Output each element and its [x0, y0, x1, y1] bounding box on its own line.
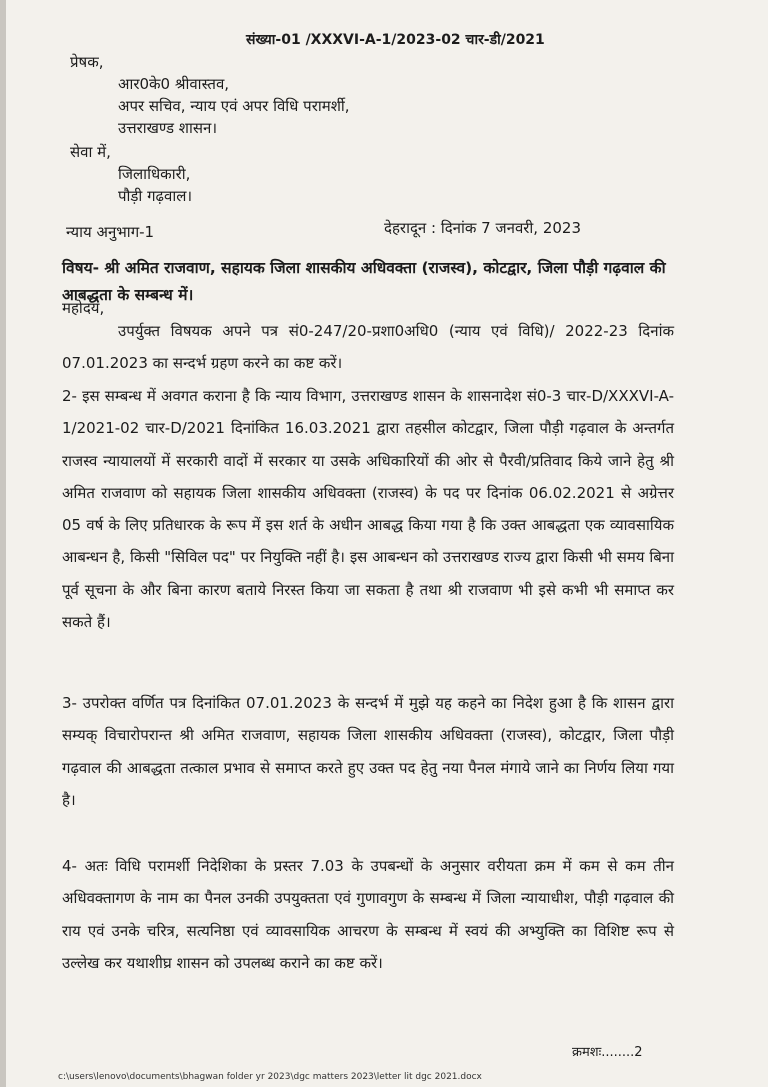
sender-designation: अपर सचिव, न्याय एवं अपर विधि परामर्शी, [118, 97, 350, 115]
paragraph-2: 2- इस सम्बन्ध में अवगत कराना है कि न्याय विभाग, उत्तराखण्ड शासन के शासनादेश सं0-3 चार-D/XXXVI-A-1/2021-02 चार-D/2021 दिनांकित 16.03.2021 द्वारा तहसील कोटद्वार, जिला पौड़ी गढ़वाल के अन्तर्गत राजस्व न्यायालयों में सरकारी वादों में सरकार या उसके अधिकारियों की ओर से पैरवी/प्रतिवाद किये जाने हेतु श्री अमित राजवाण को सहायक जिला शासकीय अधिवक्ता (राजस्व) के पद पर दिनांक 06.02.2021 से अग्रेत्तर 05 वर्ष के लिए प्रतिधारक के रूप में इस शर्त के अधीन आबद्ध किया गया है कि उक्त आबद्धता एक व्यावसायिक आबन्धन है, किसी "सिविल पद" पर नियुक्ति नहीं है। इस आबन्धन को उत्तराखण्ड राज्य द्वारा किसी भी समय बिना पूर्व सूचना के और बिना कारण बताये निरस्त किया जा सकता है तथा श्री राजवाण भी इसे कभी भी समाप्त कर सकते हैं। [62, 387, 674, 632]
subject-line: विषय- श्री अमित राजवाण, सहायक जिला शासकीय अधिवक्ता (राजस्व), कोटद्वार, जिला पौड़ी गढ़वाल की आबद्धता के सम्बन्ध में। [62, 259, 666, 304]
reference-number: संख्या-01 /XXXVI-A-1/2023-02 चार-डी/2021 [246, 32, 545, 48]
place-date: देहरादून : दिनांक 7 जनवरी, 2023 [384, 219, 582, 237]
paragraph-4: 4- अतः विधि परामर्शी निदेशिका के प्रस्तर 7.03 के उपबन्धों के अनुसार वरीयता क्रम में कम से कम तीन अधिवक्तागण के नाम का पैनल उनकी उपयुक्तता एवं गुणावगुण के सम्बन्ध में जिला न्यायाधीश, पौड़ी गढ़वाल की राय एवं उनके चरित्र, सत्यनिष्ठा एवं व्यावसायिक आचरण के सम्बन्ध में स्वयं की अभ्युक्ति का विशिष्ट रूप से उल्लेख कर यथाशीघ्र शासन को उपलब्ध कराने का कष्ट करें। [62, 857, 674, 972]
sender-label: प्रेषक, [70, 53, 104, 71]
paragraph-3: 3- उपरोक्त वर्णित पत्र दिनांकित 07.01.2023 के सन्दर्भ में मुझे यह कहने का निदेश हुआ है कि शासन द्वारा सम्यक् विचारोपरान्त श्री अमित राजवाण, सहायक जिला शासकीय अधिवक्ता (राजस्व), कोटद्वार, जिला पौड़ी गढ़वाल की आबद्धता तत्काल प्रभाव से समाप्त करते हुए उक्त पद हेतु नया पैनल मंगाये जाने का निर्णय लिया गया है। [62, 694, 674, 809]
paragraph-1: उपर्युक्त विषयक अपने पत्र सं0-247/20-प्रशा0अधि0 (न्याय एवं विधि)/ 2022-23 दिनांक 07.01.2023 का सन्दर्भ ग्रहण करने का कष्ट करें। [62, 322, 674, 373]
sender-name: आर0के0 श्रीवास्तव, [118, 75, 230, 93]
recipient-designation: जिलाधिकारी, [118, 165, 191, 183]
section-name: न्याय अनुभाग-1 [66, 223, 155, 241]
file-path: c:\users\lenovo\documents\bhagwan folder yr 2023\dgc matters 2023\letter lit dgc 2021.docx [58, 1072, 482, 1082]
sender-office: उत्तराखण्ड शासन। [118, 119, 218, 137]
page-edge-shadow [0, 0, 6, 1087]
recipient-label: सेवा में, [70, 143, 111, 161]
salutation: महोदय, [62, 299, 105, 317]
continuation-mark: क्रमशः........2 [572, 1045, 643, 1060]
recipient-location: पौड़ी गढ़वाल। [118, 187, 193, 205]
